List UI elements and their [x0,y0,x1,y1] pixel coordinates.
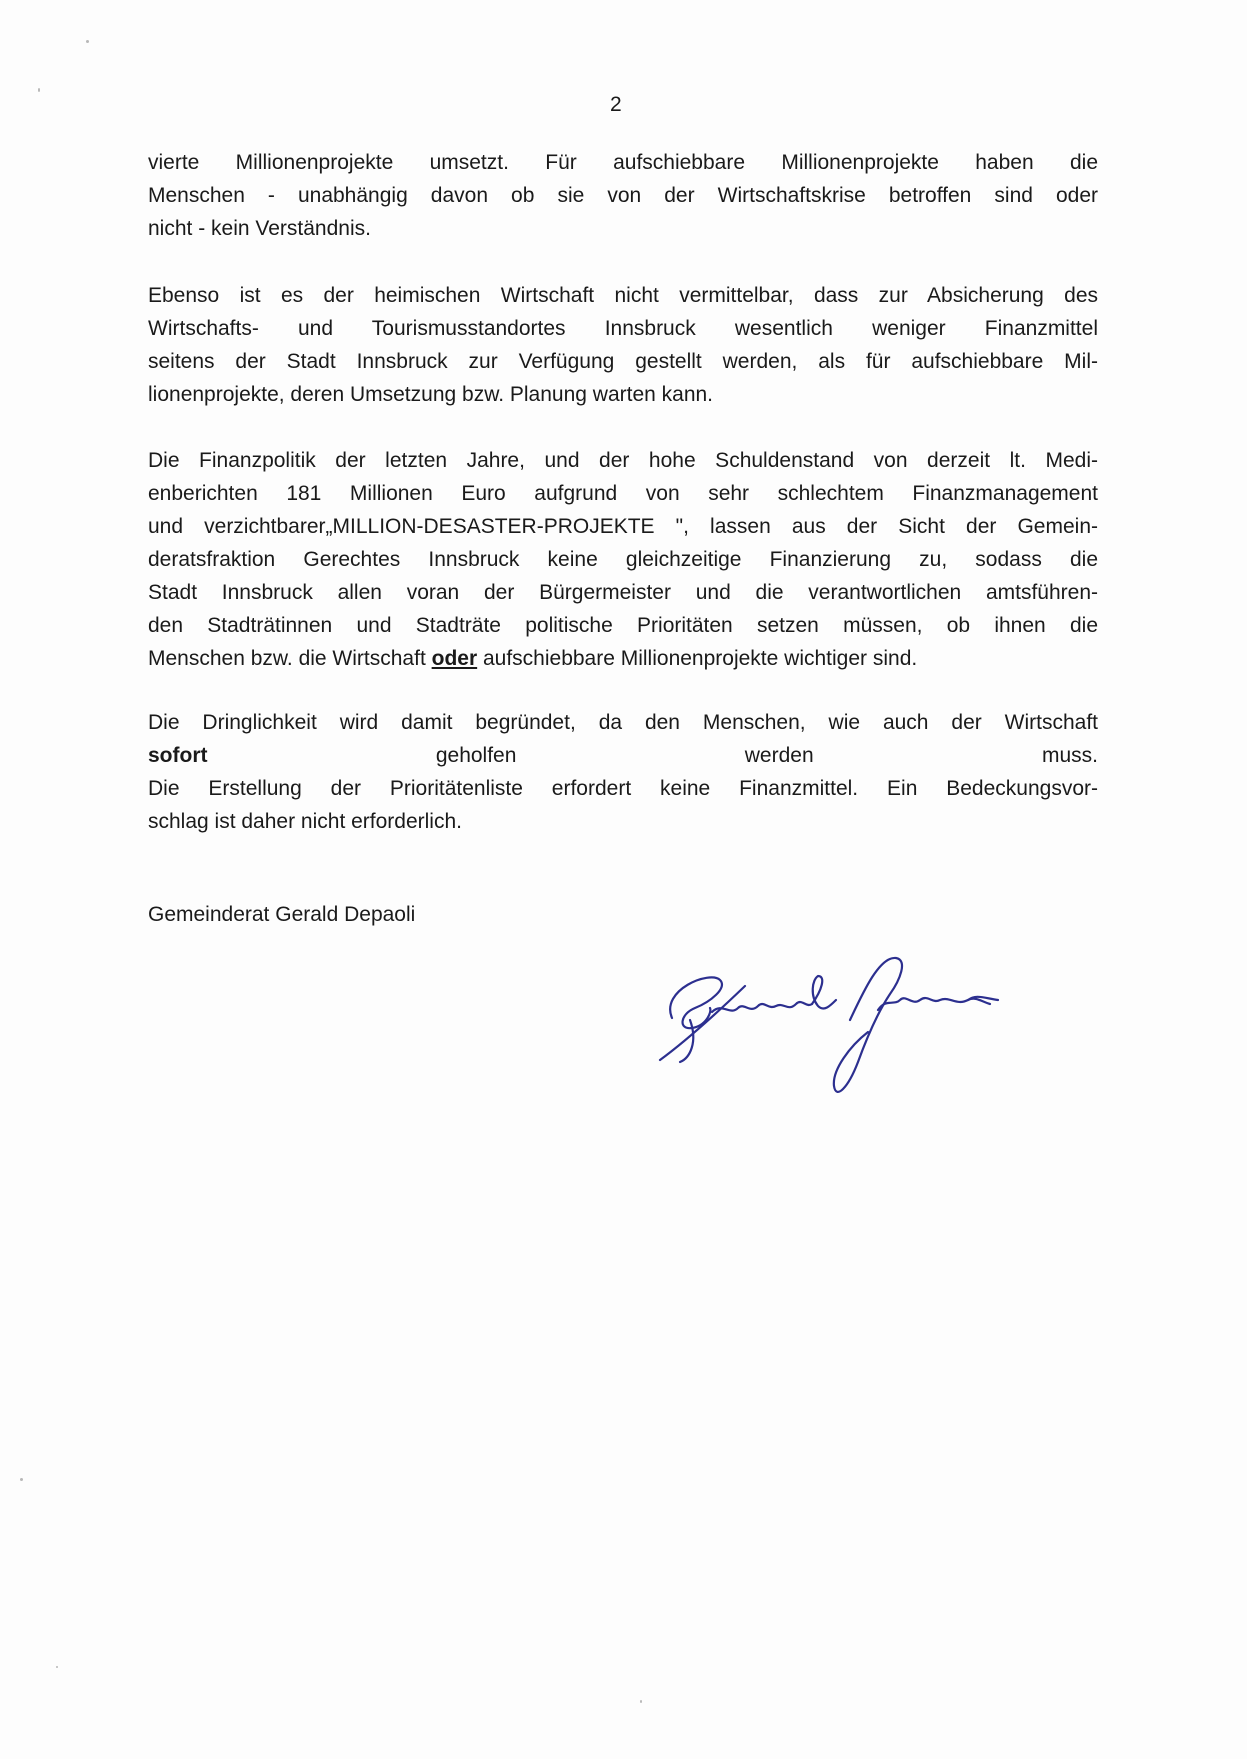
text-run: Die Finanzpolitik der letzten Jahre, und der hohe Schuldenstand von derzeit lt. Medi- [148,449,1098,472]
scan-speck [20,1478,23,1481]
text-run: geholfen werden muss. [207,744,1098,767]
paragraph-1 [148,146,1098,245]
text-run: den Stadträtinnen und Stadträte politische Prioritäten setzen müssen, ob ihnen die [148,614,1098,637]
text-line [148,772,1098,805]
text-run: seitens der Stadt Innsbruck zur Verfügung gestellt werden, als für aufschiebbare Mil- [148,350,1098,373]
text-line [148,642,1098,675]
text-run: Menschen bzw. die Wirtschaft [148,647,432,670]
text-line [148,179,1098,212]
text-run: lionenprojekte, deren Umsetzung bzw. Planung warten kann. [148,383,714,406]
text-line [148,378,1098,411]
closing-signature-line: Gemeinderat Gerald Depaoli [148,903,416,926]
page-number: 2 [610,93,622,116]
scan-speck [86,40,89,43]
text-line [148,477,1098,510]
text-run: Die Erstellung der Prioritätenliste erfordert keine Finanzmittel. Ein Bedeckungsvor- [148,777,1098,800]
text-line [148,212,1098,245]
text-line [148,576,1098,609]
text-line [148,345,1098,378]
text-line [148,510,1098,543]
paragraph-4 [148,706,1098,838]
text-line [148,609,1098,642]
scan-speck [640,1700,642,1703]
text-line [148,805,1098,838]
text-line [148,312,1098,345]
text-run: enberichten 181 Millionen Euro aufgrund von sehr schlechtem Finanzmanagement [148,482,1098,505]
text-run: aufschiebbare Millionenprojekte wichtiger sind. [477,647,918,670]
text-run: vierte Millionenprojekte umsetzt. Für aufschiebbare Millionenprojekte haben die [148,151,1098,174]
text-line [148,543,1098,576]
text-run: Ebenso ist es der heimischen Wirtschaft nicht vermittelbar, dass zur Absicherung des [148,284,1098,307]
text-run: und verzichtbarer„MILLION-DESASTER-PROJEKTE ", lassen aus der Sicht der Gemein- [148,515,1098,538]
text-line [148,739,1098,772]
text-line [148,706,1098,739]
text-run: schlag ist daher nicht erforderlich. [148,810,462,833]
text-run: nicht - kein Verständnis. [148,217,371,240]
text-line [148,146,1098,179]
text-run: Menschen - unabhängig davon ob sie von der Wirtschaftskrise betroffen sind oder [148,184,1098,207]
paragraph-2 [148,279,1098,411]
text-run: Wirtschafts- und Tourismusstandortes Innsbruck wesentlich weniger Finanzmittel [148,317,1098,340]
emphasized-text: sofort [148,744,208,767]
scan-speck [56,1666,58,1668]
paragraph-3 [148,444,1098,675]
text-run: Die Dringlichkeit wird damit begründet, da den Menschen, wie auch der Wirtschaft [148,711,1098,734]
text-line [148,279,1098,312]
text-line [148,444,1098,477]
text-run: deratsfraktion Gerechtes Innsbruck keine gleichzeitige Finanzierung zu, sodass die [148,548,1098,571]
scan-speck [38,88,40,92]
emphasized-text: oder [431,647,478,670]
handwritten-signature [650,950,1030,1100]
text-run: Stadt Innsbruck allen voran der Bürgermeister und die verantwortlichen amtsführen- [148,581,1098,604]
